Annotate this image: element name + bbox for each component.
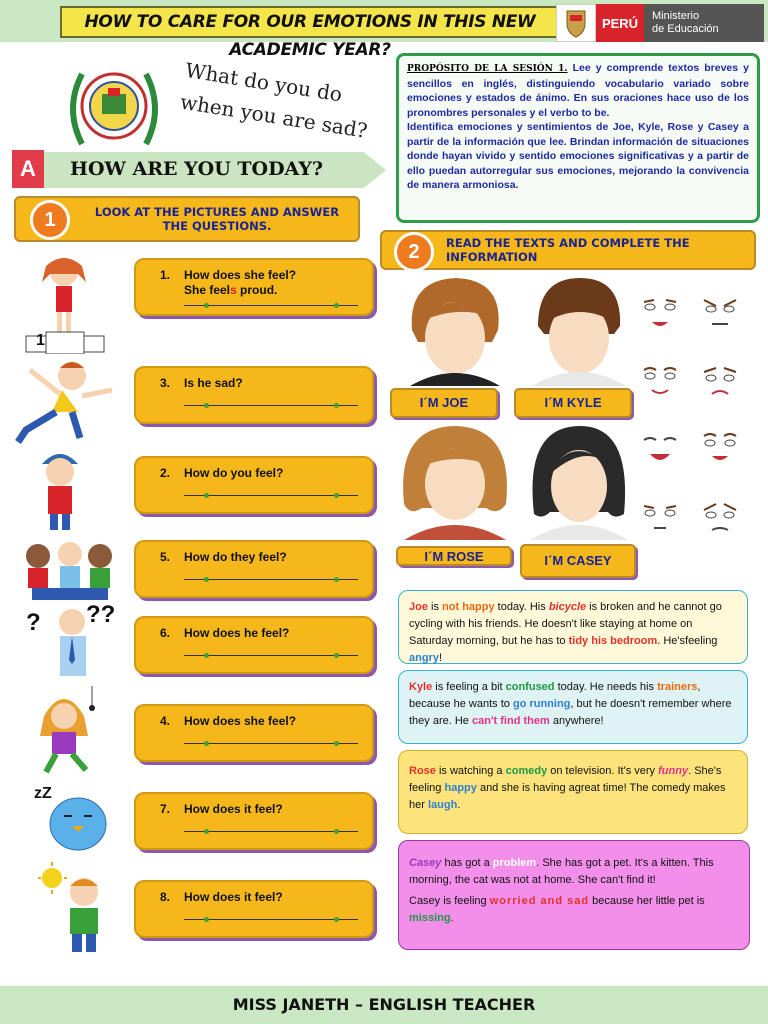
question-text: Is he sad?	[184, 376, 243, 390]
question-text: How does he feel?	[184, 626, 290, 640]
instruction-banner-1	[14, 196, 360, 242]
svg-text:??: ??	[86, 601, 116, 628]
section-a-title: HOW ARE YOU TODAY?	[70, 158, 324, 180]
question-card: 3. Is he sad?	[134, 366, 374, 424]
scared-girl-spider-illustration	[36, 686, 100, 781]
confused-man-illustration	[26, 600, 122, 689]
ministry-label: Ministerio de Educación	[644, 4, 764, 42]
session-purpose-box	[396, 53, 760, 223]
question-card: 5. How do they feel?	[134, 540, 374, 598]
answer-line[interactable]	[184, 400, 358, 406]
hot-boy-sun-illustration	[38, 862, 110, 961]
question-text: How do they feel?	[184, 550, 287, 564]
page-title: HOW TO CARE FOR OUR EMOTIONS IN THIS NEW ACADEMIC YEAR?	[60, 6, 560, 38]
rose-text-box: Rose is watching a comedy on television. It's very funny. She's feeling happy and she is having agreat time! The comedy makes her laugh.	[398, 750, 748, 834]
answer-line[interactable]	[184, 826, 358, 832]
joe-portrait	[400, 276, 510, 391]
purpose-label: PROPÓSITO DE LA SESIÓN 1.	[407, 64, 568, 74]
happy-expression-icon	[640, 292, 680, 332]
reflection-question: What do you do when you are sad?	[178, 57, 370, 143]
country-label: PERÚ	[596, 4, 644, 42]
cold-boy-illustration	[30, 446, 90, 537]
kyle-portrait	[524, 276, 634, 391]
casey-text-box: Casey has got a problem. She has got a pet. It's a kitten. This morning, the cat was not at home. She can't find it! Casey is feeling worried and sad because her little pet is missing.	[398, 840, 750, 950]
angry-expression-icon	[700, 292, 740, 332]
unit-number-1: 1	[30, 200, 70, 240]
question-text: How does it feel?	[184, 802, 283, 816]
upset-expression-icon	[700, 496, 740, 536]
joe-text-box: Joe is not happy today. His bicycle is broken and he cannot go cycling with his friends. He doesn't like staying at home on Saturday morning, but he has to tidy his bedroom. He'sfeeling angry!	[398, 590, 748, 664]
footer-teacher-name: MISS JANETH – ENGLISH TEACHER	[0, 986, 768, 1024]
section-a-badge: A	[12, 150, 44, 188]
sleepy-bird-illustration	[34, 776, 116, 861]
smile-expression-icon	[640, 360, 680, 400]
answer-line[interactable]	[184, 490, 358, 496]
instruction-banner-2	[380, 230, 756, 270]
name-tag-joe: I´M JOE	[390, 388, 498, 418]
answer-line[interactable]	[184, 738, 358, 744]
school-logo	[62, 64, 166, 150]
answer-line[interactable]	[184, 650, 358, 656]
answer-line[interactable]	[184, 300, 358, 306]
instruction-text-1: LOOK AT THE PICTURES AND ANSWER THE QUESTIONS.	[94, 205, 340, 233]
answer-line[interactable]	[184, 574, 358, 580]
question-text: How does it feel?	[184, 890, 283, 904]
jumping-boy-illustration	[10, 354, 118, 451]
purpose-text-2: Identifica emociones y sentimientos de Joe, Kyle, Rose y Casey a partir de la información que lee. Brindan información de situaciones donde hayan vivido y sentido emociones significativas y a partir de ello puedan autorregular sus emociones, mejorando la convivencia de manera armoniosa.	[407, 121, 749, 191]
laugh-expression-icon	[640, 428, 680, 468]
group-of-children-illustration	[22, 538, 118, 607]
coat-of-arms-icon	[556, 4, 596, 42]
name-tag-casey: I´M CASEY	[520, 544, 636, 578]
svg-text:zZ: zZ	[34, 785, 52, 802]
ministry-logo	[556, 4, 764, 42]
casey-portrait	[524, 424, 634, 545]
question-card: 6. How does he feel?	[134, 616, 374, 674]
question-card: 4. How does she feel?	[134, 704, 374, 762]
question-card: 7. How does it feel?	[134, 792, 374, 850]
worried-expression-icon	[640, 496, 680, 536]
question-card: 8. How does it feel?	[134, 880, 374, 938]
purpose-text-1: Lee y comprende textos breves y sencillos en inglés, distinguiendo vocabulario variado sobre emociones y estados de ánimo. En sus oraciones hace uso de los pronombres personales y el verbo to be.	[407, 62, 750, 119]
name-tag-rose: I´M ROSE	[396, 546, 512, 566]
unit-number-2: 2	[394, 232, 434, 272]
surprised-expression-icon	[700, 428, 740, 468]
answer-text: She feels proud.	[184, 283, 278, 297]
podium-number: 1	[36, 332, 45, 349]
sad-expression-icon	[700, 360, 740, 400]
name-tag-kyle: I´M KYLE	[514, 388, 632, 418]
question-text: How does she feel?	[184, 268, 297, 282]
question-text: How does she feel?	[184, 714, 297, 728]
instruction-text-2: READ THE TEXTS AND COMPLETE THE INFORMATION	[446, 236, 690, 264]
question-card: 2. How do you feel?	[134, 456, 374, 514]
question-card: 1. How does she feel? She feels proud.	[134, 258, 374, 316]
question-text: How do you feel?	[184, 466, 284, 480]
kyle-text-box: Kyle is feeling a bit confused today. He needs his trainers, because he wants to go running, but he doesn't remember where they are. He can't find them anywhere!	[398, 670, 748, 744]
svg-text:?: ?	[26, 609, 41, 636]
rose-portrait	[398, 424, 512, 545]
answer-line[interactable]	[184, 914, 358, 920]
